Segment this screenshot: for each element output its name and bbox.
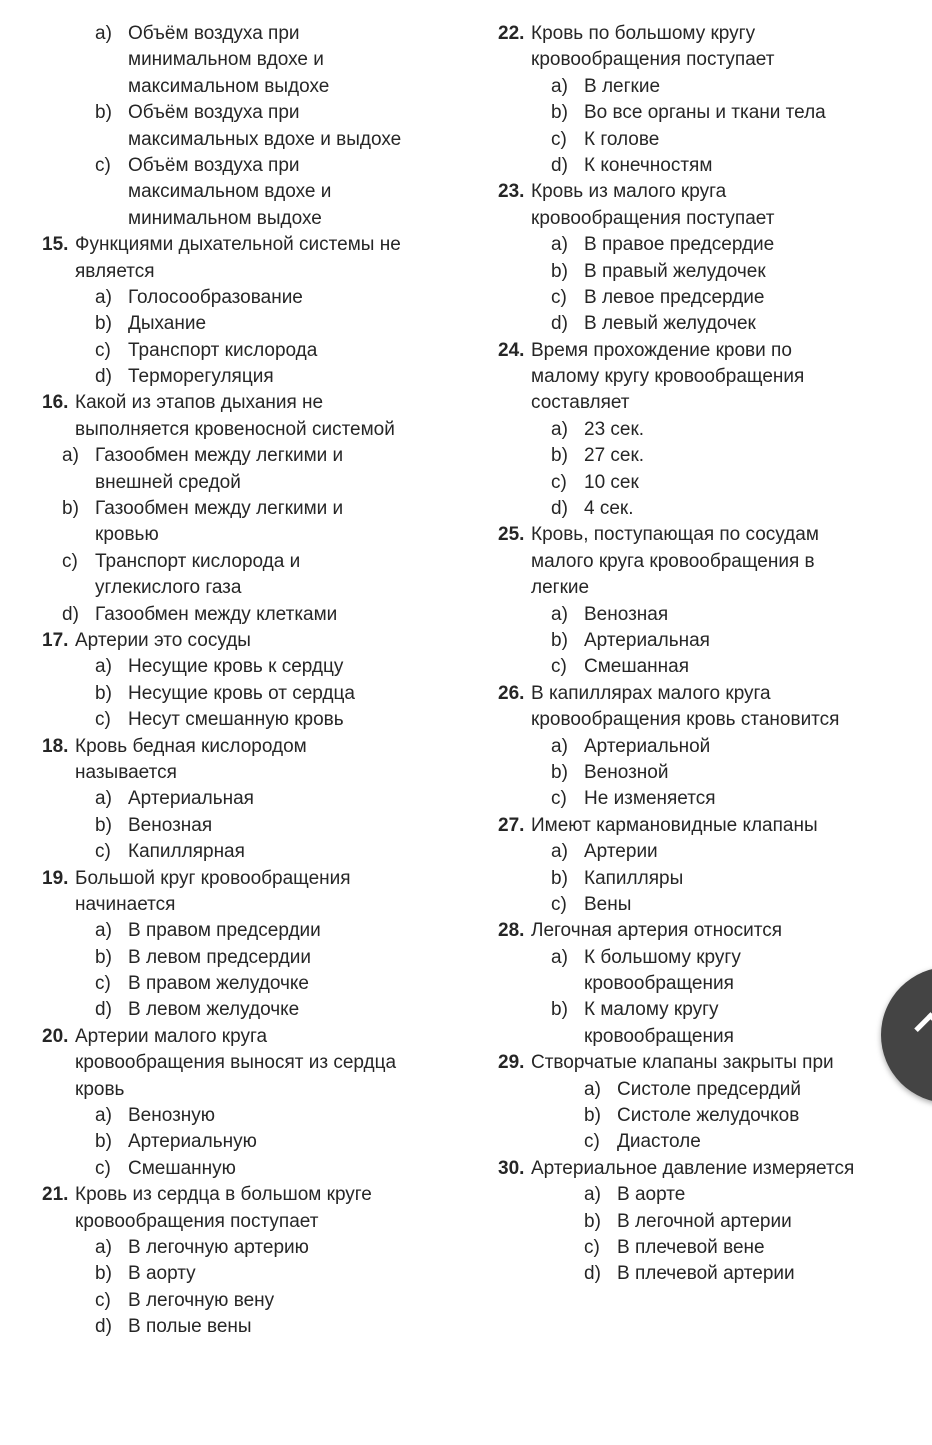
option-line bbox=[456, 760, 932, 786]
option-text: Транспорт кислорода bbox=[128, 339, 318, 361]
option-text: легкие bbox=[531, 577, 590, 599]
option-marker: b) bbox=[95, 682, 112, 704]
option-marker: b) bbox=[95, 1131, 112, 1153]
question-text: Кровь по большому кругу bbox=[531, 23, 756, 44]
option-line bbox=[0, 311, 470, 337]
option-marker: a) bbox=[551, 946, 568, 968]
option-text: К большому кругу bbox=[584, 946, 741, 968]
continuation-line bbox=[0, 47, 470, 73]
option-text: Венозную bbox=[128, 1105, 216, 1127]
option-text: малому кругу кровообращения bbox=[531, 366, 805, 388]
option-text: начинается bbox=[75, 893, 176, 915]
option-line bbox=[456, 470, 932, 496]
option-marker: d) bbox=[95, 366, 112, 388]
continuation-line bbox=[0, 206, 470, 232]
continuation-line bbox=[0, 522, 470, 548]
option-text: углекислого газа bbox=[95, 577, 242, 599]
option-line bbox=[456, 232, 932, 258]
option-line bbox=[0, 918, 470, 944]
option-text: Несущие кровь от сердца bbox=[128, 682, 355, 704]
question-number: 23. bbox=[498, 181, 525, 203]
option-marker: b) bbox=[584, 1210, 601, 1232]
question-line bbox=[456, 21, 932, 47]
option-line bbox=[456, 654, 932, 680]
option-text: В легочную вену bbox=[128, 1289, 275, 1311]
option-text: является bbox=[75, 260, 155, 282]
option-text: 4 сек. bbox=[584, 498, 634, 520]
option-line bbox=[456, 127, 932, 153]
option-text: Венозная bbox=[584, 603, 669, 625]
option-marker: c) bbox=[551, 128, 567, 150]
option-line bbox=[456, 1129, 932, 1155]
continuation-line bbox=[456, 47, 932, 73]
option-text: К малому кругу bbox=[584, 999, 719, 1021]
option-marker: b) bbox=[584, 1105, 601, 1127]
option-text: минимальном вдохе и bbox=[128, 49, 324, 71]
question-line bbox=[0, 1182, 470, 1208]
option-marker: b) bbox=[551, 761, 568, 783]
option-marker: a) bbox=[95, 1236, 112, 1258]
option-text: Венозной bbox=[584, 761, 669, 783]
option-line bbox=[0, 681, 470, 707]
question-number: 16. bbox=[42, 392, 69, 414]
option-text: называется bbox=[75, 761, 177, 783]
option-line bbox=[456, 628, 932, 654]
option-line bbox=[456, 786, 932, 812]
option-text: Газообмен между клетками bbox=[95, 603, 338, 625]
option-marker: a) bbox=[551, 418, 568, 440]
option-text: кровообращения bbox=[584, 1025, 734, 1047]
question-text: Артерии это сосуды bbox=[75, 629, 251, 651]
option-marker: b) bbox=[551, 260, 568, 282]
option-line bbox=[456, 997, 932, 1023]
option-marker: b) bbox=[551, 999, 568, 1021]
option-text: кровообращения bbox=[584, 973, 734, 995]
option-text: 10 сек bbox=[584, 471, 639, 493]
option-marker: a) bbox=[551, 603, 568, 625]
option-marker: c) bbox=[62, 550, 78, 572]
continuation-line bbox=[456, 206, 932, 232]
option-line bbox=[456, 1182, 932, 1208]
option-line bbox=[0, 654, 470, 680]
option-line bbox=[0, 602, 470, 628]
option-text: 27 сек. bbox=[584, 445, 645, 467]
question-text: Время прохождение крови по bbox=[531, 339, 792, 361]
option-text: К голове bbox=[584, 128, 660, 150]
option-line bbox=[456, 259, 932, 285]
option-line bbox=[0, 364, 470, 390]
option-text: В правом желудочке bbox=[128, 973, 309, 995]
question-text: Кровь бедная кислородом bbox=[75, 735, 307, 757]
option-text: Систоле желудочков bbox=[617, 1105, 800, 1127]
question-text: Кровь из сердца в большом круге bbox=[75, 1184, 372, 1206]
question-text: В капиллярах малого круга bbox=[531, 682, 771, 704]
option-line bbox=[0, 1235, 470, 1261]
option-text: Не изменяется bbox=[584, 788, 716, 810]
question-line bbox=[456, 813, 932, 839]
option-marker: a) bbox=[95, 23, 112, 44]
option-marker: c) bbox=[95, 841, 111, 863]
option-text: Смешанную bbox=[128, 1157, 236, 1179]
option-text: В аорте bbox=[617, 1184, 686, 1206]
option-line bbox=[0, 496, 470, 522]
option-text: Несущие кровь к сердцу bbox=[128, 656, 344, 678]
option-marker: c) bbox=[551, 893, 567, 915]
option-marker: b) bbox=[551, 445, 568, 467]
continuation-line bbox=[0, 1050, 470, 1076]
question-number: 29. bbox=[498, 1052, 525, 1074]
option-text: Несут смешанную кровь bbox=[128, 709, 344, 731]
option-text: малого круга кровообращения в bbox=[531, 550, 815, 572]
option-line bbox=[456, 1103, 932, 1129]
question-line bbox=[456, 918, 932, 944]
option-line bbox=[456, 285, 932, 311]
option-line bbox=[0, 997, 470, 1023]
option-text: Артериальная bbox=[584, 629, 710, 651]
question-line bbox=[0, 628, 470, 654]
option-line bbox=[456, 74, 932, 100]
option-text: В плечевой вене bbox=[617, 1236, 765, 1258]
question-number: 21. bbox=[42, 1184, 69, 1206]
question-number: 30. bbox=[498, 1157, 525, 1179]
option-text: Объём воздуха при bbox=[128, 23, 300, 44]
option-text: В правый желудочек bbox=[584, 260, 766, 282]
option-text: В легкие bbox=[584, 75, 661, 97]
option-text: В левом желудочке bbox=[128, 999, 300, 1021]
option-line bbox=[0, 549, 470, 575]
option-text: Газообмен между легкими и bbox=[95, 498, 344, 520]
option-line bbox=[0, 971, 470, 997]
option-marker: b) bbox=[95, 946, 112, 968]
continuation-line bbox=[0, 417, 470, 443]
question-text: Легочная артерия относится bbox=[531, 920, 783, 942]
option-text: максимальных вдохе и выдохе bbox=[128, 128, 402, 150]
question-text: Артериальное давление измеряется bbox=[531, 1157, 855, 1179]
option-text: В плечевой артерии bbox=[617, 1263, 795, 1285]
option-text: В легочную артерию bbox=[128, 1236, 309, 1258]
option-marker: c) bbox=[551, 471, 567, 493]
continuation-line bbox=[0, 179, 470, 205]
option-marker: b) bbox=[62, 498, 79, 520]
option-line bbox=[0, 285, 470, 311]
option-text: Дыхание bbox=[128, 313, 207, 335]
continuation-line bbox=[0, 1209, 470, 1235]
option-text: кровью bbox=[95, 524, 159, 546]
option-line bbox=[0, 813, 470, 839]
continuation-line bbox=[456, 364, 932, 390]
option-line bbox=[456, 839, 932, 865]
option-text: Артериальная bbox=[128, 788, 254, 810]
option-text: Во все органы и ткани тела bbox=[584, 102, 826, 124]
option-text: Систоле предсердий bbox=[617, 1078, 802, 1100]
option-text: Терморегуляция bbox=[128, 366, 274, 388]
option-line bbox=[0, 1261, 470, 1287]
option-text: В левый желудочек bbox=[584, 313, 756, 335]
option-marker: a) bbox=[95, 1105, 112, 1127]
option-marker: c) bbox=[95, 154, 111, 176]
option-marker: b) bbox=[551, 867, 568, 889]
option-line bbox=[456, 866, 932, 892]
question-number: 24. bbox=[498, 339, 525, 361]
option-text: кровообращения поступает bbox=[531, 49, 775, 71]
continuation-line bbox=[0, 127, 470, 153]
question-line bbox=[456, 179, 932, 205]
question-number: 22. bbox=[498, 23, 525, 44]
option-line bbox=[0, 153, 470, 179]
option-marker: a) bbox=[95, 788, 112, 810]
option-text: Вены bbox=[584, 893, 632, 915]
option-line bbox=[456, 311, 932, 337]
option-line bbox=[456, 1077, 932, 1103]
option-text: Артериальной bbox=[584, 735, 711, 757]
option-text: кровообращения выносят из сердца bbox=[75, 1052, 397, 1074]
option-marker: c) bbox=[95, 973, 111, 995]
continuation-line bbox=[456, 390, 932, 416]
question-text: Имеют кармановидные клапаны bbox=[531, 814, 818, 836]
option-line bbox=[0, 945, 470, 971]
question-line bbox=[456, 1050, 932, 1076]
option-line bbox=[0, 1129, 470, 1155]
question-line bbox=[0, 734, 470, 760]
continuation-line bbox=[0, 575, 470, 601]
option-text: Объём воздуха при bbox=[128, 102, 300, 124]
option-line bbox=[456, 892, 932, 918]
option-line bbox=[456, 1235, 932, 1261]
continuation-line bbox=[0, 470, 470, 496]
option-line bbox=[456, 734, 932, 760]
option-text: составляет bbox=[531, 392, 630, 414]
option-line bbox=[456, 1261, 932, 1287]
question-text: Кровь из малого круга bbox=[531, 181, 727, 203]
option-text: минимальном выдохе bbox=[128, 207, 322, 229]
option-marker: d) bbox=[551, 313, 568, 335]
option-marker: c) bbox=[95, 709, 111, 731]
option-text: Газообмен между легкими и bbox=[95, 445, 344, 467]
option-marker: b) bbox=[95, 814, 112, 836]
continuation-line bbox=[456, 575, 932, 601]
continuation-line bbox=[0, 760, 470, 786]
question-text: Функциями дыхательной системы не bbox=[75, 234, 401, 256]
option-line bbox=[0, 839, 470, 865]
option-text: В полые вены bbox=[128, 1316, 252, 1338]
option-marker: b) bbox=[95, 313, 112, 335]
option-marker: c) bbox=[551, 656, 567, 678]
question-line bbox=[0, 232, 470, 258]
option-text: Артерии bbox=[584, 841, 658, 863]
question-number: 18. bbox=[42, 735, 69, 757]
option-line bbox=[0, 707, 470, 733]
option-text: выполняется кровеносной системой bbox=[75, 418, 395, 440]
question-text: Большой круг кровообращения bbox=[75, 867, 351, 889]
continuation-line bbox=[456, 549, 932, 575]
question-line bbox=[0, 390, 470, 416]
option-text: К конечностям bbox=[584, 154, 713, 176]
option-text: В правое предсердие bbox=[584, 234, 775, 256]
question-line bbox=[456, 681, 932, 707]
left-column bbox=[0, 21, 470, 1341]
option-text: В левом предсердии bbox=[128, 946, 311, 968]
option-marker: b) bbox=[551, 629, 568, 651]
option-marker: a) bbox=[551, 841, 568, 863]
option-line bbox=[0, 1103, 470, 1129]
question-number: 15. bbox=[42, 234, 69, 256]
option-marker: c) bbox=[551, 788, 567, 810]
option-marker: a) bbox=[95, 286, 112, 308]
question-line bbox=[0, 1024, 470, 1050]
option-text: 23 сек. bbox=[584, 418, 645, 440]
option-line bbox=[456, 496, 932, 522]
question-text: Створчатые клапаны закрыты при bbox=[531, 1052, 834, 1074]
continuation-line bbox=[0, 1077, 470, 1103]
option-marker: d) bbox=[551, 154, 568, 176]
option-text: Артериальную bbox=[128, 1131, 257, 1153]
option-line bbox=[456, 945, 932, 971]
right-column bbox=[456, 21, 932, 1288]
option-text: В левое предсердие bbox=[584, 286, 765, 308]
question-line bbox=[456, 338, 932, 364]
option-line bbox=[456, 417, 932, 443]
option-marker: d) bbox=[584, 1263, 601, 1285]
option-line bbox=[456, 443, 932, 469]
continuation-line bbox=[0, 892, 470, 918]
option-text: В правом предсердии bbox=[128, 920, 321, 942]
option-marker: a) bbox=[584, 1184, 601, 1206]
option-line bbox=[0, 338, 470, 364]
option-text: Диастоле bbox=[617, 1131, 701, 1153]
question-number: 20. bbox=[42, 1025, 69, 1047]
option-marker: c) bbox=[551, 286, 567, 308]
question-line bbox=[456, 1156, 932, 1182]
option-text: Венозная bbox=[128, 814, 213, 836]
question-number: 26. bbox=[498, 682, 525, 704]
option-text: Транспорт кислорода и bbox=[95, 550, 301, 572]
continuation-line bbox=[456, 971, 932, 997]
continuation-line bbox=[456, 1024, 932, 1050]
option-marker: a) bbox=[62, 445, 79, 467]
option-text: В аорту bbox=[128, 1263, 196, 1285]
option-marker: d) bbox=[62, 603, 79, 625]
option-text: Смешанная bbox=[584, 656, 690, 678]
continuation-line bbox=[456, 707, 932, 733]
question-line bbox=[456, 522, 932, 548]
option-text: кровь bbox=[75, 1078, 125, 1100]
option-marker: c) bbox=[584, 1131, 600, 1153]
continuation-line bbox=[0, 259, 470, 285]
option-marker: c) bbox=[95, 1289, 111, 1311]
option-text: Объём воздуха при bbox=[128, 154, 300, 176]
option-marker: a) bbox=[551, 234, 568, 256]
question-text: Кровь, поступающая по сосудам bbox=[531, 524, 819, 546]
option-text: внешней средой bbox=[95, 471, 241, 493]
option-text: максимальном вдохе и bbox=[128, 181, 332, 203]
option-text: кровообращения кровь становится bbox=[531, 709, 840, 731]
option-line bbox=[456, 602, 932, 628]
option-marker: a) bbox=[95, 656, 112, 678]
option-line bbox=[0, 786, 470, 812]
option-text: Капилляры bbox=[584, 867, 684, 889]
option-text: кровообращения поступает bbox=[75, 1210, 319, 1232]
option-line bbox=[456, 100, 932, 126]
chevron-up-icon bbox=[914, 1012, 932, 1045]
option-line bbox=[0, 1288, 470, 1314]
option-marker: c) bbox=[95, 1157, 111, 1179]
option-marker: d) bbox=[95, 999, 112, 1021]
option-marker: d) bbox=[551, 498, 568, 520]
question-text: Какой из этапов дыхания не bbox=[75, 392, 324, 414]
option-line bbox=[0, 1314, 470, 1340]
option-text: Голосообразование bbox=[128, 286, 303, 308]
option-text: Капиллярная bbox=[128, 841, 245, 863]
option-text: максимальном выдохе bbox=[128, 75, 330, 97]
option-line bbox=[456, 1209, 932, 1235]
option-marker: a) bbox=[584, 1078, 601, 1100]
option-marker: b) bbox=[95, 1263, 112, 1285]
option-marker: d) bbox=[95, 1316, 112, 1338]
question-number: 17. bbox=[42, 629, 69, 651]
option-line bbox=[0, 443, 470, 469]
option-marker: a) bbox=[551, 735, 568, 757]
question-number: 19. bbox=[42, 867, 69, 889]
option-marker: b) bbox=[95, 102, 112, 124]
option-marker: b) bbox=[551, 102, 568, 124]
option-line bbox=[0, 21, 470, 47]
option-marker: c) bbox=[584, 1236, 600, 1258]
question-number: 27. bbox=[498, 814, 525, 836]
question-line bbox=[0, 866, 470, 892]
option-line bbox=[0, 100, 470, 126]
question-number: 28. bbox=[498, 920, 525, 942]
question-text: Артерии малого круга bbox=[75, 1025, 268, 1047]
option-text: кровообращения поступает bbox=[531, 207, 775, 229]
option-marker: a) bbox=[551, 75, 568, 97]
option-text: В легочной артерии bbox=[617, 1210, 792, 1232]
option-marker: a) bbox=[95, 920, 112, 942]
question-number: 25. bbox=[498, 524, 525, 546]
option-line bbox=[456, 153, 932, 179]
continuation-line bbox=[0, 74, 470, 100]
option-marker: c) bbox=[95, 339, 111, 361]
option-line bbox=[0, 1156, 470, 1182]
